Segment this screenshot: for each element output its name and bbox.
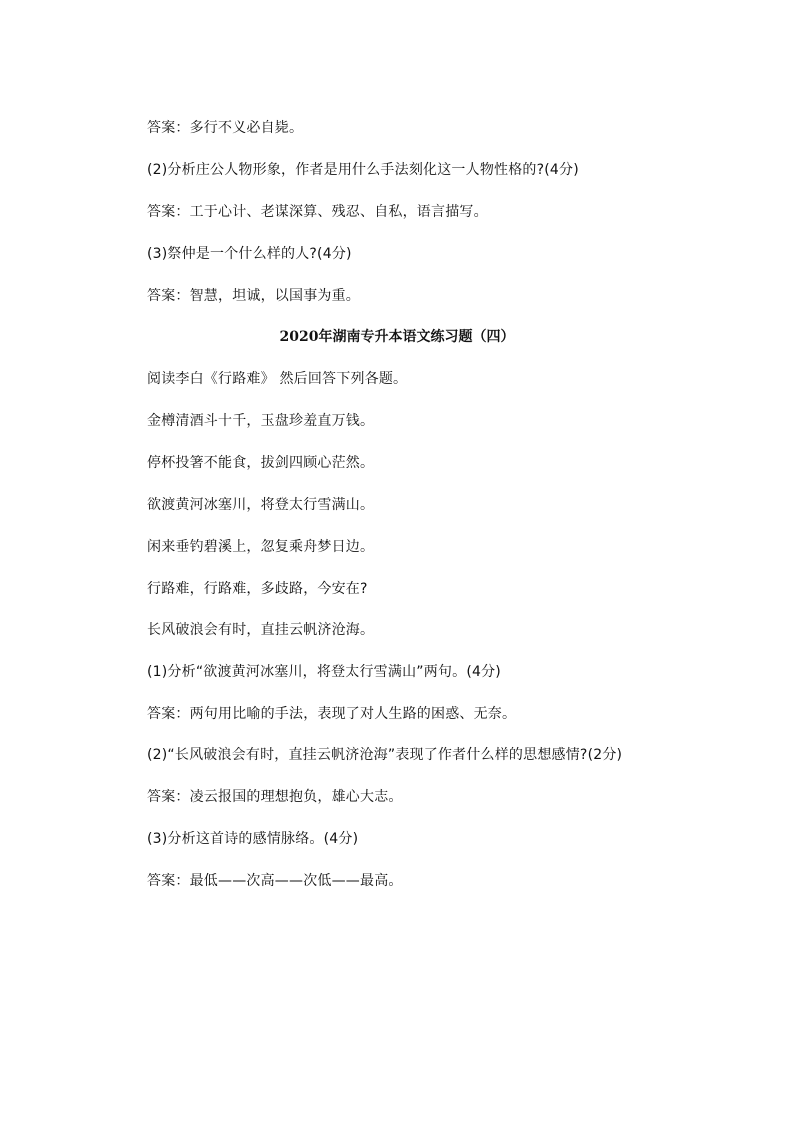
poem-line: 欲渡黄河冰塞川，将登太行雪满山。 xyxy=(147,497,375,513)
instruction-line: 阅读李白《行路难》 然后回答下列各题。 xyxy=(147,371,408,387)
question-line: (1)分析“欲渡黄河冰塞川，将登太行雪满山”两句。(4分) xyxy=(147,664,501,680)
question-line: (3)祭仲是一个什么样的人?(4分) xyxy=(147,246,352,262)
poem-line: 停杯投箸不能食，拔剑四顾心茫然。 xyxy=(147,455,375,471)
answer-line: 答案：多行不义必自毙。 xyxy=(147,120,304,136)
question-line: (3)分析这首诗的感情脉络。(4分) xyxy=(147,831,359,847)
answer-line: 答案：智慧，坦诚，以国事为重。 xyxy=(147,288,360,304)
answer-line: 答案：两句用比喻的手法，表现了对人生路的困惑、无奈。 xyxy=(147,706,517,722)
question-line: (2)分析庄公人物形象，作者是用什么手法刻化这一人物性格的?(4分) xyxy=(147,162,579,178)
poem-line: 闲来垂钓碧溪上，忽复乘舟梦日边。 xyxy=(147,539,375,555)
poem-line: 长风破浪会有时，直挂云帆济沧海。 xyxy=(147,622,375,638)
answer-line: 答案：工于心计、老谋深算、残忍、自私，语言描写。 xyxy=(147,204,488,220)
answer-line: 答案：凌云报国的理想抱负，雄心大志。 xyxy=(147,789,403,805)
poem-line: 行路难，行路难，多歧路，今安在? xyxy=(147,581,368,597)
question-line: (2)“长风破浪会有时，直挂云帆济沧海”表现了作者什么样的思想感情?(2分) xyxy=(147,747,623,763)
section-heading: 2020年湖南专升本语文练习题（四） xyxy=(279,329,515,345)
answer-line: 答案：最低——次高——次低——最高。 xyxy=(147,873,403,889)
poem-line: 金樽清酒斗十千，玉盘珍羞直万钱。 xyxy=(147,413,375,429)
